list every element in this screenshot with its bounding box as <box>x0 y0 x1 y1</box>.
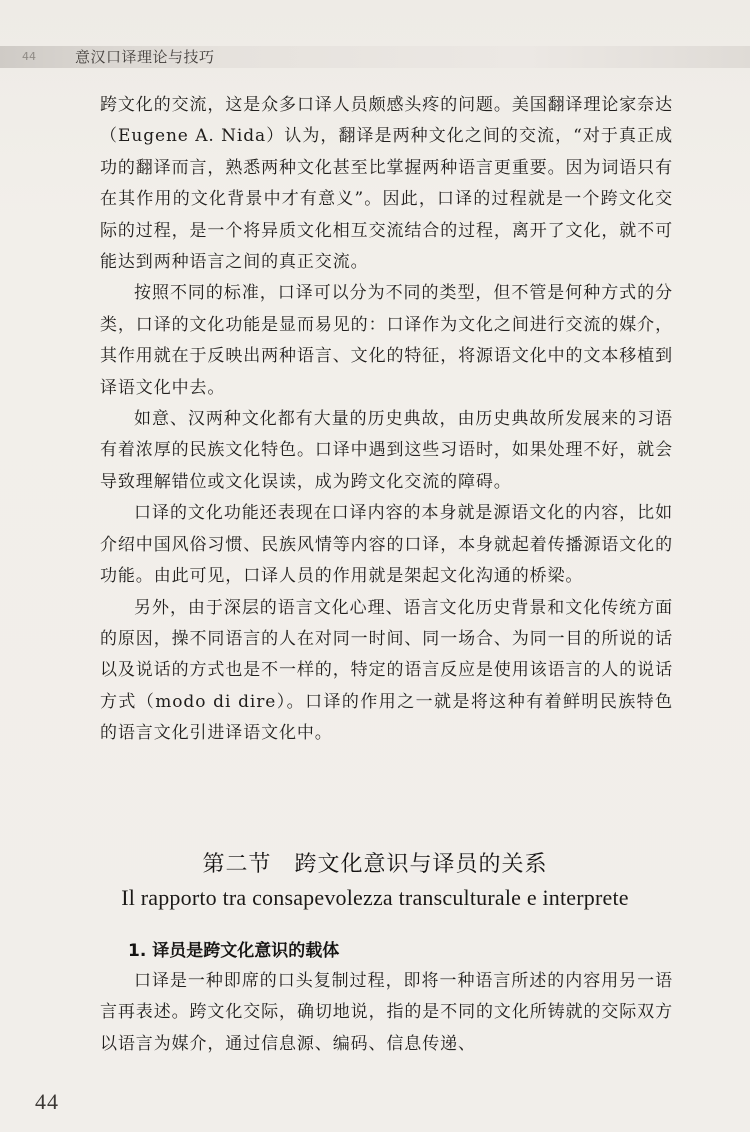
paragraph-3: 如意、汉两种文化都有大量的历史典故，由历史典故所发展来的习语有着浓厚的民族文化特色。口译中遇到这些习语时，如果处理不好，就会导致理解错位或文化误读，成为跨文化交流的障碍。 <box>100 409 673 492</box>
subsection-heading: 1. 译员是跨文化意识的载体 <box>128 941 340 961</box>
paragraph-4: 口译的文化功能还表现在口译内容的本身就是源语文化的内容，比如介绍中国风俗习惯、民族风情等内容的口译，本身就起着传播源语文化的功能。由此可见，口译人员的作用就是架起文化沟通的桥梁。 <box>100 503 673 587</box>
section-title-chinese: 第二节 跨文化意识与译员的关系 <box>202 852 548 877</box>
paragraph-5: 另外，由于深层的语言文化心理、语言文化历史背景和文化传统方面的原因，操不同语言的人在对同一时间、同一场合、为同一目的所说的话以及说话的方式也是不一样的，特定的语言反应是使用该语言的人的说话方式（modo di dire）。口译的作用之一就是将这种有着鲜明民族特色的语言文化引进译语文化中。 <box>100 597 673 744</box>
running-header-title: 意汉口译理论与技巧 <box>75 48 215 66</box>
body-text <box>100 90 673 750</box>
paragraph-1: 跨文化的交流，这是众多口译人员颇感头疼的问题。美国翻译理论家奈达（Eugene A. Nida）认为，翻译是两种文化之间的交流，“对于真正成功的翻译而言，熟悉两种文化甚至比掌握两种语言更重要。因为词语只有在其作用的文化背景中才有意义”。因此，口译的过程就是一个跨文化交际的过程，是一个将异质文化相互交流结合的过程，离开了文化，就不可能达到两种语言之间的真正交流。 <box>100 95 673 273</box>
subsection-paragraph: 口译是一种即席的口头复制过程，即将一种语言所述的内容用另一语言再表述。跨文化交际，确切地说，指的是不同的文化所铸就的交际双方以语言为媒介，通过信息源、编码、信息传递、 <box>100 971 673 1054</box>
section-title-italian: Il rapporto tra consapevolezza transculturale e interprete <box>121 885 629 910</box>
header-page-mark: 44 <box>22 50 36 63</box>
subsection-body <box>100 966 673 1060</box>
paragraph-2: 按照不同的标准，口译可以分为不同的类型，但不管是何种方式的分类，口译的文化功能是显而易见的：口译作为文化之间进行交流的媒介，其作用就在于反映出两种语言、文化的特征，将源语文化中的文本移植到译语文化中去。 <box>100 283 673 398</box>
section-heading <box>0 850 750 912</box>
page-number: 44 <box>35 1089 59 1114</box>
running-header <box>0 46 750 68</box>
